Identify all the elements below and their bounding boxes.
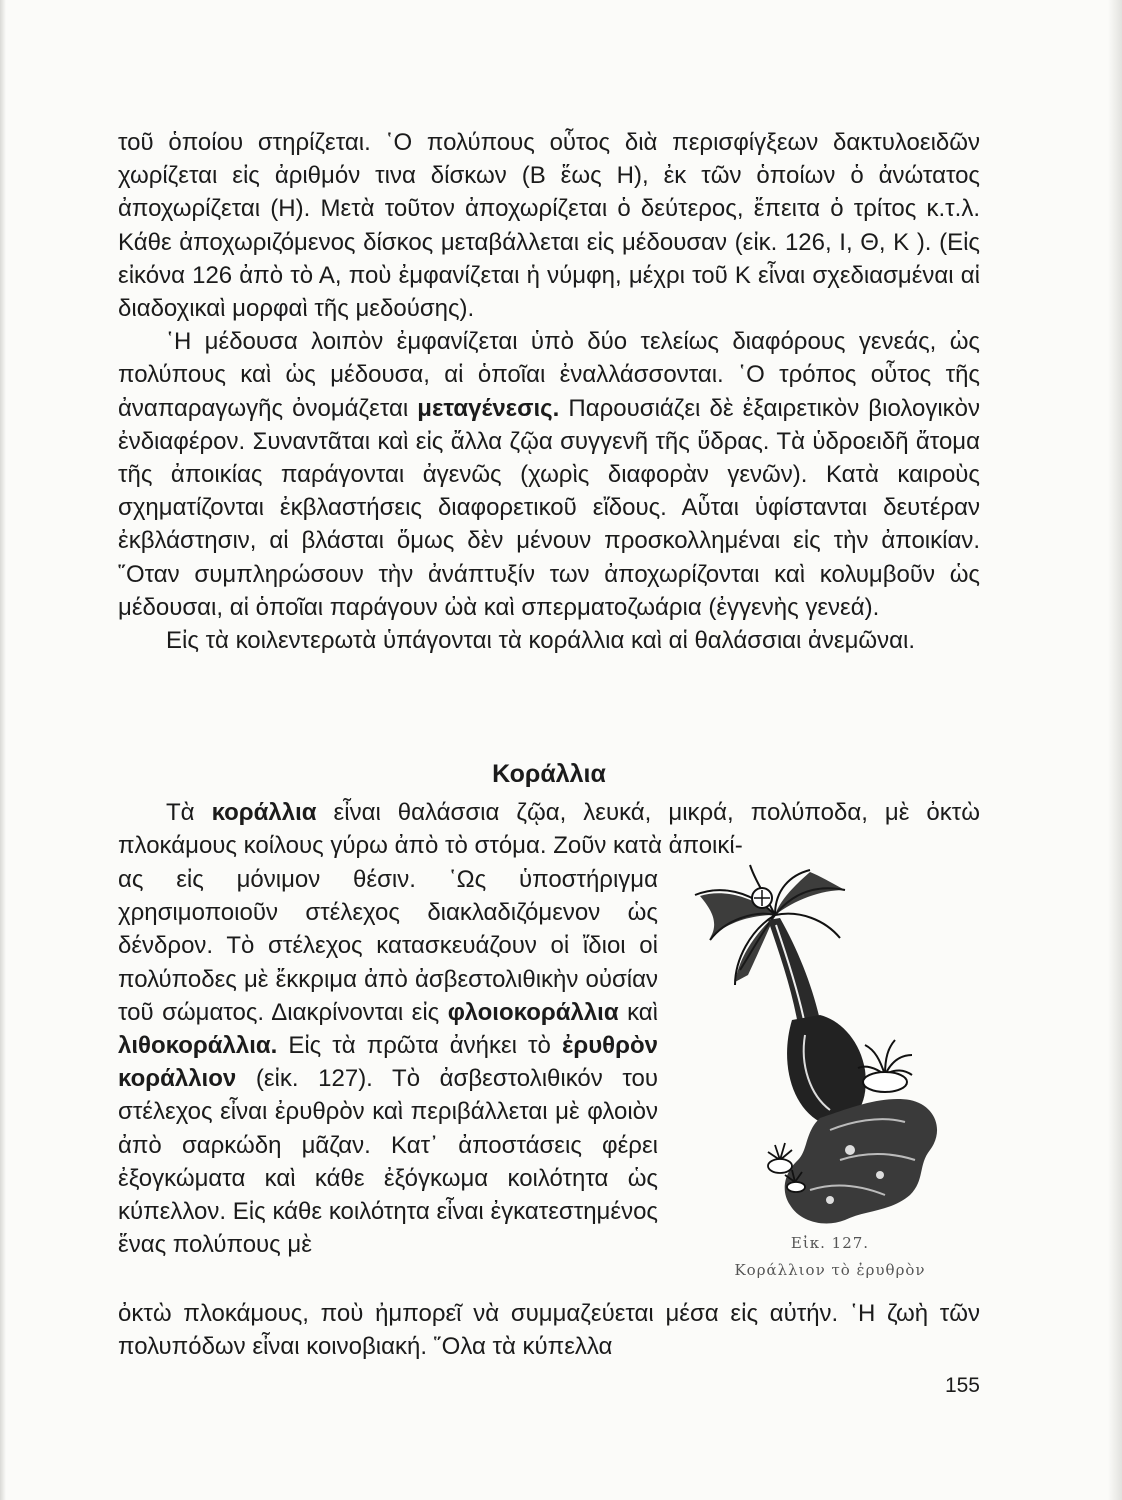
section-heading: Κοράλλια — [492, 760, 606, 788]
term-korallia: κοράλλια — [211, 799, 317, 826]
coral-illustration — [680, 860, 980, 1230]
scan-shadow-right — [1108, 0, 1122, 1500]
text-span: εἶναι θαλάσσια ζῷα, λευκά, μικρά, πολύποδα, μὲ ὀκτὼ πλοκάμους κοίλους γύρω ἀπὸ τὸ στόμα. Ζοῦν κατὰ ἀποικί- — [118, 799, 981, 860]
paragraph-wrap — [118, 863, 658, 1261]
term-metagenesis: μεταγένεσις. — [417, 394, 560, 422]
figure-caption-title: Κοράλλιον τὸ ἐρυθρὸν — [734, 1261, 926, 1279]
korallia-intro-block — [118, 796, 980, 862]
scan-shadow-left — [0, 0, 6, 1500]
paragraph-metagenesis — [118, 325, 980, 624]
figure-caption-number: Εἰκ. 127. — [790, 1234, 870, 1252]
paragraph-bottom: ὀκτὼ πλοκάμους, ποὺ ἠμπορεῖ νὰ συμμαζεύεται μέσα εἰς αὐτήν. ῾Η ζωὴ τῶν πολυπόδων εἶναι κοινοβιακή. ῞Ολα τὰ κύπελλα — [118, 1300, 980, 1361]
text-span: ας εἰς μόνιμον θέσιν. ῾Ως ὑποστήριγμα χρησιμοποιοῦν στέλεχος διακλαδιζόμενον ὡς δένδρον. Τὸ στέλεχος κατασκευάζουν οἱ ἴδιοι οἱ πολύποδες μὲ ἔκκριμα ἀπὸ ἀσβεστολιθικὴν οὐσίαν τοῦ σώματος. Διακρίνονται εἰς — [118, 866, 658, 1026]
text-span: καὶ — [618, 998, 658, 1026]
paragraph-koilenterota: Εἰς τὰ κοιλεντερωτὰ ὑπάγονται τὰ κοράλλια καὶ αἱ θαλάσσιαι ἀνεμῶναι. — [166, 627, 916, 655]
small-polyp — [858, 1040, 912, 1075]
text-span: (εἰκ. 127). Τὸ ἀσβεστολιθικόν του στέλεχος εἶναι ἐρυθρὸν καὶ περιβάλλεται μὲ φλοιὸν ἀπὸ σαρκώδη μᾶζαν. Κατ᾽ ἀποστάσεις φέρει ἐξογκώματα καὶ κάθε ἐξόγκωμα κοιλότητα ὡς κύπελλον. Εἰς κάθε κοιλότητα εἶναι ἐγκατεστημένος ἕνας πολύπους μὲ — [118, 1065, 658, 1259]
text-span: Τὰ — [166, 799, 212, 826]
text-span: Εἰς τὰ πρῶτα ἀνήκει τὸ — [277, 1032, 562, 1060]
term-floiokorallia: φλοιοκοράλλια — [447, 998, 619, 1026]
paragraph-continuation: τοῦ ὁποίου στηρίζεται. ῾Ο πολύπους οὗτος διὰ περισφίγξεων δακτυλοειδῶν χωρίζεται εἰς ἀριθμόν τινα δίσκων (Β ἕως Η), ἐκ τῶν ὁποίων ὁ ἀνώτατος ἀποχωρίζεται (Η). Μετὰ τοῦτον ἀποχωρίζεται ὁ δεύτερος, ἔπειτα ὁ τρίτος κ.τ.λ. Κάθε ἀποχωριζόμενος δίσκος μεταβάλλεται εἰς μέδουσαν (εἰκ. 126, Ι, Θ, Κ ). (Εἰς εἰκόνα 126 ἀπὸ τὸ Α, ποὺ ἐμφανίζεται ἡ νύμφη, μέχρι τοῦ Κ εἶναι σχεδιασμέναι αἱ διαδοχικαὶ μορφαὶ τῆς μεδούσης). — [118, 129, 980, 323]
text-span: ῾Η μέδουσα λοιπὸν ἐμφανίζεται ὑπὸ δύο τελείως διαφόρους γενεάς, ὡς πολύπους καὶ ὡς μέδουσα, αἱ ὁποῖαι ἐναλλάσσονται. ῾Ο τρόπος οὗτος τῆς ἀναπαραγωγῆς ὀνομάζεται — [118, 328, 980, 422]
coral-drawing — [680, 860, 980, 1230]
wrapped-text-column — [118, 863, 658, 1261]
body-text-top — [118, 126, 980, 657]
body-text-bottom — [118, 1297, 980, 1363]
term-lithokorallia: λιθοκοράλλια. — [118, 1032, 278, 1060]
paragraph-korallia-intro — [118, 796, 980, 862]
term-erythron-korallion: ἐρυθρὸν κοράλλιον — [118, 1032, 658, 1093]
text-span: Παρουσιάζει δὲ ἐξαιρετικὸν βιολογικὸν ἐνδιαφέρον. Συναντᾶται καὶ εἰς ἄλλα ζῷα συγγενῆ τῆς ὕδρας. Τὰ ὑδροειδῆ ἄτομα τῆς ἀποικίας παράγονται ἀγενῶς (χωρὶς διαφορὰν γενῶν). Κατὰ καιροὺς σχηματίζονται ἐκβλαστήσεις διαφορετικοῦ εἴδους. Αὗται ὑφίστανται δευτέραν ἐκβλάστησιν, αἱ βλάσται ὅμως δὲν μένουν προσκολλημέναι εἰς τὴν ἀποικίαν. ῞Οταν συμπληρώσουν τὴν ἀνάπτυξίν των ἀποχωρίζονται καὶ κολυμβοῦν ὡς μέδουσαι, αἱ ὁποῖαι παράγουν ὠὰ καὶ σπερματοζωάρια (ἐγγενὴς γενεά). — [118, 394, 980, 621]
page-number: 155 — [944, 1374, 980, 1397]
